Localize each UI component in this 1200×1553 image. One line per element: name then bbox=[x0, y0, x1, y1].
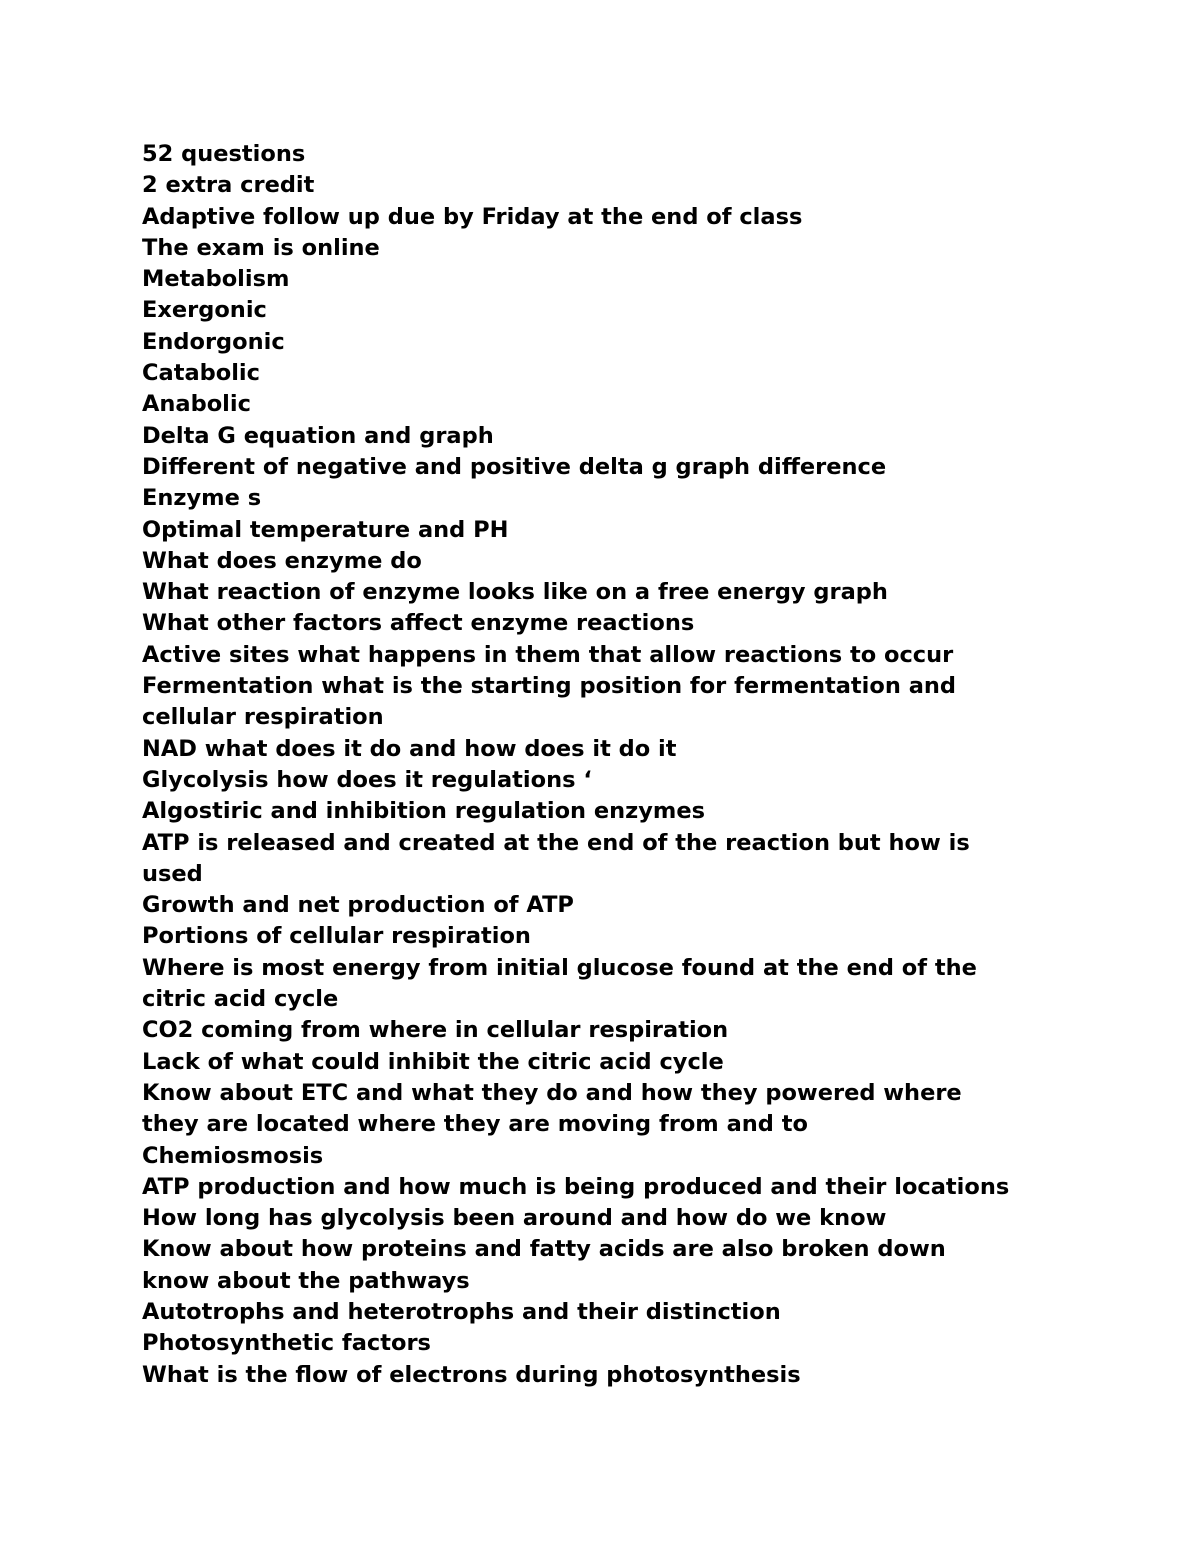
text-line: Anabolic bbox=[142, 391, 251, 418]
text-line: Lack of what could inhibit the citric acid cycle bbox=[142, 1048, 724, 1075]
text-line: Metabolism bbox=[142, 266, 290, 293]
text-line: Chemiosmosis bbox=[142, 1142, 324, 1169]
text-line: Know about ETC and what they do and how they powered where bbox=[142, 1079, 962, 1106]
text-line: The exam is online bbox=[142, 234, 380, 261]
text-line: Enzyme s bbox=[142, 485, 262, 512]
text-line: Fermentation what is the starting position for fermentation and bbox=[142, 673, 956, 700]
text-line: Delta G equation and graph bbox=[142, 422, 494, 449]
text-line: Glycolysis how does it regulations ‘ bbox=[142, 766, 592, 793]
text-line: CO2 coming from where in cellular respiration bbox=[142, 1017, 729, 1044]
text-line: Autotrophs and heterotrophs and their distinction bbox=[142, 1298, 781, 1325]
text-line: Know about how proteins and fatty acids are also broken down bbox=[142, 1236, 946, 1263]
text-line: cellular respiration bbox=[142, 704, 384, 731]
text-line: know about the pathways bbox=[142, 1267, 470, 1294]
text-line: What is the flow of electrons during photosynthesis bbox=[142, 1361, 801, 1388]
text-line: NAD what does it do and how does it do it bbox=[142, 735, 677, 762]
text-line: Where is most energy from initial glucose found at the end of the bbox=[142, 954, 977, 981]
text-line: ATP is released and created at the end of the reaction but how is bbox=[142, 829, 970, 856]
text-line: What other factors affect enzyme reactions bbox=[142, 610, 695, 637]
text-line: Endorgonic bbox=[142, 328, 285, 355]
text-line: What reaction of enzyme looks like on a free energy graph bbox=[142, 579, 888, 606]
text-line: Growth and net production of ATP bbox=[142, 892, 574, 919]
text-line: What does enzyme do bbox=[142, 547, 422, 574]
text-line: Different of negative and positive delta g graph difference bbox=[142, 453, 887, 480]
text-line: Active sites what happens in them that allow reactions to occur bbox=[142, 641, 954, 668]
text-line: Portions of cellular respiration bbox=[142, 923, 531, 950]
document-body bbox=[142, 139, 1062, 1391]
text-line: used bbox=[142, 860, 203, 887]
text-line: Adaptive follow up due by Friday at the end of class bbox=[142, 203, 803, 230]
text-line: How long has glycolysis been around and how do we know bbox=[142, 1205, 887, 1232]
text-line: Optimal temperature and PH bbox=[142, 516, 509, 543]
text-line: they are located where they are moving from and to bbox=[142, 1111, 808, 1138]
text-line: citric acid cycle bbox=[142, 986, 339, 1013]
text-line: 2 extra credit bbox=[142, 172, 315, 199]
text-line: Catabolic bbox=[142, 360, 260, 387]
text-line: Algostiric and inhibition regulation enzymes bbox=[142, 798, 706, 825]
text-line: Photosynthetic factors bbox=[142, 1330, 431, 1357]
text-line: 52 questions bbox=[142, 141, 306, 167]
text-line: ATP production and how much is being produced and their locations bbox=[142, 1173, 1010, 1200]
text-line: Exergonic bbox=[142, 297, 267, 324]
